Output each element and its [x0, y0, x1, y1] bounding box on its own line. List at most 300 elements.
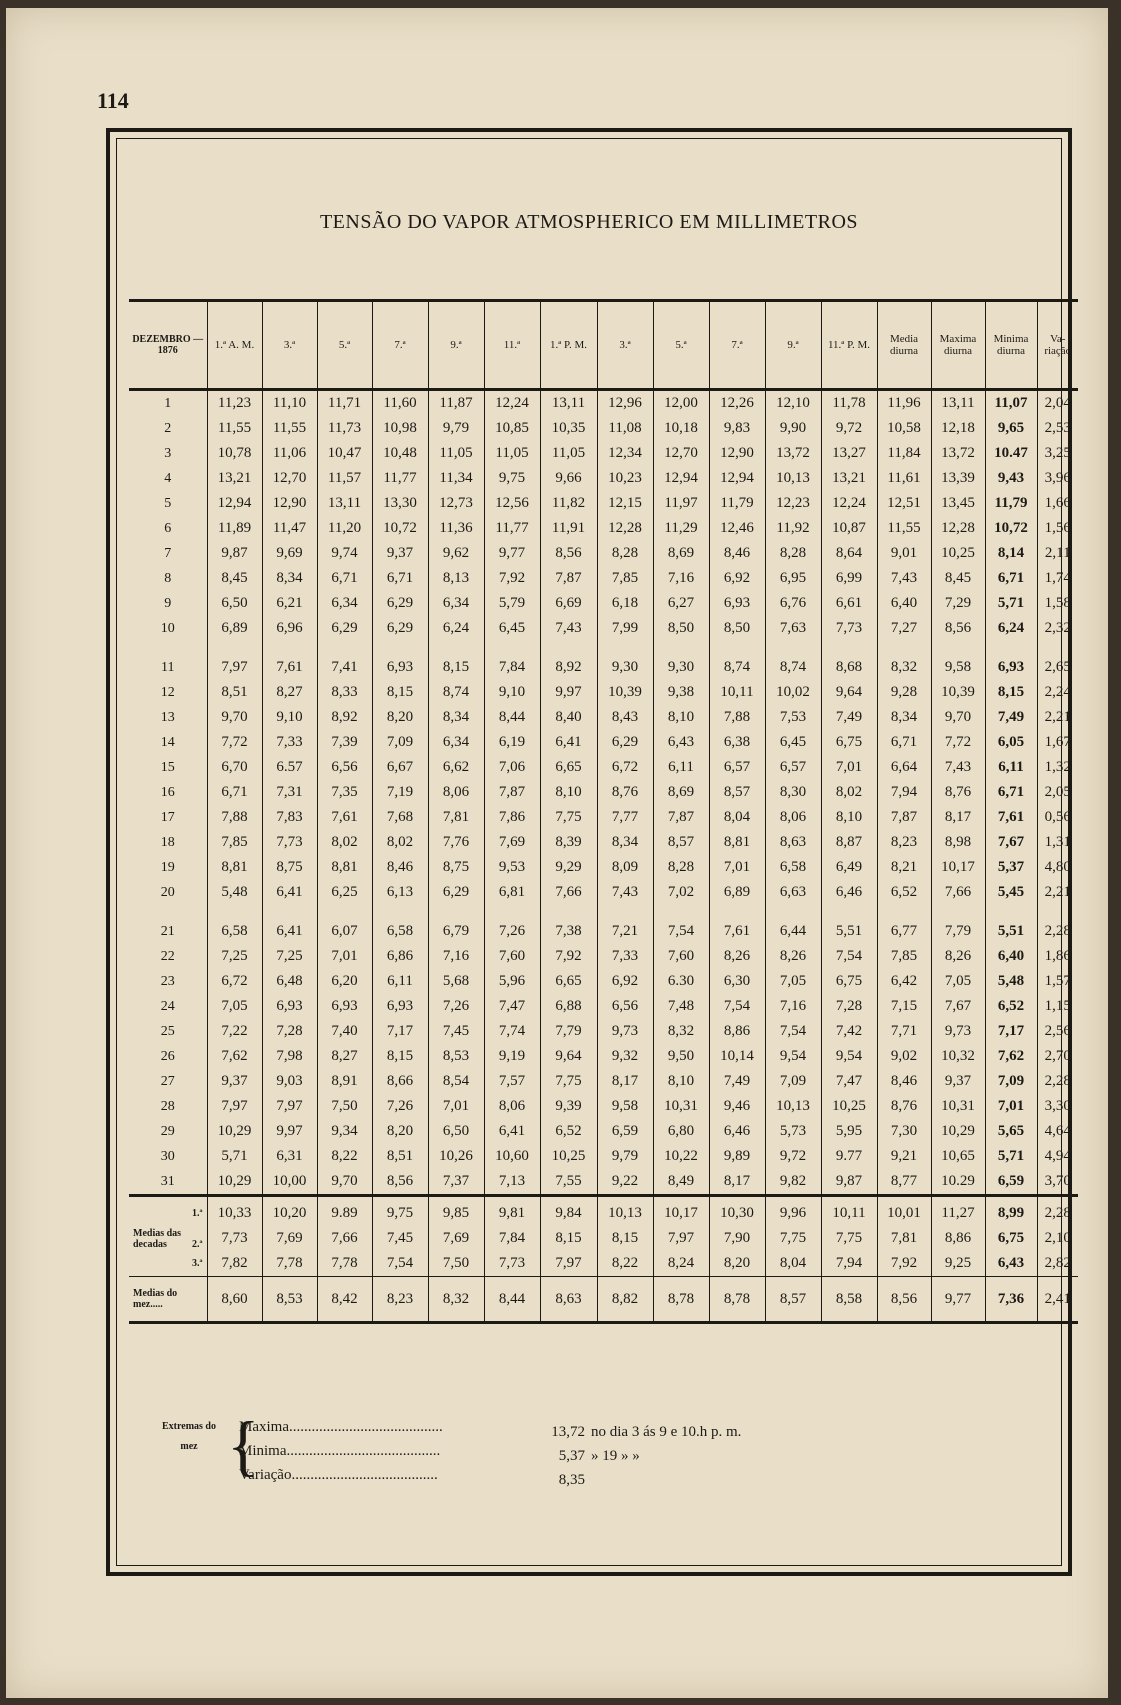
table-cell: 12,18 [931, 416, 985, 441]
table-cell: 7,05 [765, 969, 821, 994]
table-cell: 6,89 [709, 880, 765, 905]
table-cell: 10,25 [931, 541, 985, 566]
table-cell: 10,18 [653, 416, 709, 441]
table-cell: 7,75 [821, 1226, 877, 1251]
table-cell: 11,96 [877, 390, 931, 417]
table-cell: 12,94 [653, 466, 709, 491]
table-cell: 11,78 [821, 390, 877, 417]
table-cell: 3,30 [1037, 1094, 1078, 1119]
table-cell: 6,21 [262, 591, 317, 616]
table-row [129, 1119, 1078, 1144]
table-cell: 6,31 [262, 1144, 317, 1169]
table-cell: 7,33 [597, 944, 653, 969]
table-cell: 7,81 [877, 1226, 931, 1251]
table-cell: 6,52 [985, 994, 1037, 1019]
page [6, 8, 1108, 1698]
spacer-cell [317, 905, 372, 919]
table-cell: 8,82 [597, 1277, 653, 1323]
table-cell: 8,20 [372, 1119, 428, 1144]
vapor-table [129, 299, 1078, 1324]
table-cell: 7,81 [428, 805, 484, 830]
table-row [129, 755, 1078, 780]
table-cell: 7,97 [207, 1094, 262, 1119]
table-cell: 8,76 [877, 1094, 931, 1119]
table-cell: 7,45 [372, 1226, 428, 1251]
table-cell: 7,60 [484, 944, 540, 969]
table-cell: 9,38 [653, 680, 709, 705]
spacer-cell [653, 641, 709, 655]
extremas-name: Variação....................................... [239, 1467, 438, 1483]
spacer-cell [372, 905, 428, 919]
spacer-cell [821, 905, 877, 919]
table-cell: 7,54 [372, 1251, 428, 1277]
table-cell: 13,21 [207, 466, 262, 491]
table-cell: 6,56 [597, 994, 653, 1019]
table-cell: 8,57 [653, 830, 709, 855]
table-cell: 8,76 [597, 780, 653, 805]
day-cell: 29 [160, 1123, 175, 1139]
table-cell: 6,20 [317, 969, 372, 994]
table-cell: 5,79 [484, 591, 540, 616]
table-cell: 8,92 [317, 705, 372, 730]
table-cell: 10,01 [877, 1196, 931, 1227]
table-cell: 7,92 [484, 566, 540, 591]
extremas-value: 5,37 [558, 1448, 585, 1464]
table-cell: 7,72 [931, 730, 985, 755]
table-cell: 8,53 [428, 1044, 484, 1069]
day-cell: 6 [164, 520, 172, 536]
table-cell: 6,93 [709, 591, 765, 616]
table-cell: 7,73 [484, 1251, 540, 1277]
table-cell: 6,58 [372, 919, 428, 944]
table-cell: 8,46 [709, 541, 765, 566]
table-cell: 7,05 [207, 994, 262, 1019]
spacer-cell [317, 641, 372, 655]
table-cell: 8,56 [540, 541, 597, 566]
table-cell: 6,05 [985, 730, 1037, 755]
table-cell: 10,87 [821, 516, 877, 541]
table-cell: 6,64 [877, 755, 931, 780]
table-cell: 9,84 [540, 1196, 597, 1227]
spacer-cell [540, 905, 597, 919]
table-cell: 6,46 [821, 880, 877, 905]
table-cell: 7,17 [985, 1019, 1037, 1044]
table-cell: 7,75 [765, 1226, 821, 1251]
table-cell: 7,97 [207, 655, 262, 680]
day-cell: 17 [160, 809, 175, 825]
table-cell: 10,60 [484, 1144, 540, 1169]
table-cell: 7,77 [597, 805, 653, 830]
table-cell: 8,86 [931, 1226, 985, 1251]
extremas-desc: no dia 3 ás 9 e 10.h p. m. [591, 1424, 742, 1440]
table-cell: 13,39 [931, 466, 985, 491]
table-cell: 12,56 [484, 491, 540, 516]
table-cell: 8,91 [317, 1069, 372, 1094]
day-cell: 14 [160, 734, 175, 750]
day-cell: 13 [160, 709, 175, 725]
table-row [129, 730, 1078, 755]
table-cell: 7,09 [985, 1069, 1037, 1094]
table-cell: 9,10 [484, 680, 540, 705]
table-cell: 7,43 [931, 755, 985, 780]
table-cell: 6,40 [877, 591, 931, 616]
table-cell: 9,66 [540, 466, 597, 491]
table-cell: 6,48 [262, 969, 317, 994]
table-cell: 6,29 [317, 616, 372, 641]
table-cell: 9,73 [931, 1019, 985, 1044]
table-cell: 12,51 [877, 491, 931, 516]
table-cell: 9,22 [597, 1169, 653, 1196]
table-cell: 2,82 [1037, 1251, 1078, 1277]
table-cell: 7,01 [317, 944, 372, 969]
table-row [129, 705, 1078, 730]
table-cell: 6,30 [709, 969, 765, 994]
table-cell: 9,81 [484, 1196, 540, 1227]
table-cell: 7,67 [931, 994, 985, 1019]
table-cell: 9,75 [372, 1196, 428, 1227]
table-cell: 6,24 [985, 616, 1037, 641]
header-row [129, 301, 1078, 390]
table-cell: 9,69 [262, 541, 317, 566]
table-cell: 8,46 [877, 1069, 931, 1094]
table-cell: 10,39 [597, 680, 653, 705]
table-cell: 10,58 [877, 416, 931, 441]
table-cell: 8,39 [540, 830, 597, 855]
day-cell: 23 [160, 973, 175, 989]
table-cell: 9,37 [372, 541, 428, 566]
table-cell: 8,78 [653, 1277, 709, 1323]
table-cell: 7,17 [372, 1019, 428, 1044]
table-cell: 11,73 [317, 416, 372, 441]
table-cell: 7,01 [821, 755, 877, 780]
table-cell: 7,45 [428, 1019, 484, 1044]
table-cell: 8,34 [877, 705, 931, 730]
table-cell: 6,93 [372, 655, 428, 680]
table-cell: 8,15 [428, 655, 484, 680]
table-cell: 6,45 [765, 730, 821, 755]
table-cell: 12,70 [262, 466, 317, 491]
table-row [129, 616, 1078, 641]
table-cell: 8,22 [317, 1144, 372, 1169]
table-cell: 7,73 [207, 1226, 262, 1251]
table-cell: 3,96 [1037, 466, 1078, 491]
table-cell: 8,15 [372, 1044, 428, 1069]
table-cell: 7,47 [484, 994, 540, 1019]
table-cell: 11,91 [540, 516, 597, 541]
day-cell: 11 [161, 659, 175, 675]
table-cell: 8,66 [372, 1069, 428, 1094]
table-cell: 8,26 [765, 944, 821, 969]
table-cell: 11,77 [372, 466, 428, 491]
table-cell: 13,72 [765, 441, 821, 466]
table-cell: 9,87 [821, 1169, 877, 1196]
table-cell: 6,13 [372, 880, 428, 905]
table-cell: 7,49 [709, 1069, 765, 1094]
spacer-cell [207, 641, 262, 655]
table-cell: 7,54 [765, 1019, 821, 1044]
table-cell: 10,11 [821, 1196, 877, 1227]
table-cell: 11,36 [428, 516, 484, 541]
table-cell: 6,95 [765, 566, 821, 591]
table-cell: 8,44 [484, 705, 540, 730]
spacer-cell [1037, 905, 1078, 919]
table-cell: 9,72 [765, 1144, 821, 1169]
table-cell: 7,62 [207, 1044, 262, 1069]
table-cell: 10,98 [372, 416, 428, 441]
table-cell: 8,75 [262, 855, 317, 880]
day-cell: 21 [160, 923, 175, 939]
table-cell: 10,78 [207, 441, 262, 466]
table-cell: 6,72 [207, 969, 262, 994]
spacer-cell [597, 905, 653, 919]
column-header: 5.ª [317, 301, 372, 390]
table-cell: 1,86 [1037, 944, 1078, 969]
table-cell: 6.57 [262, 755, 317, 780]
table-cell: 6,38 [709, 730, 765, 755]
table-cell: 9,79 [428, 416, 484, 441]
spacer-cell [985, 641, 1037, 655]
table-cell: 6,59 [597, 1119, 653, 1144]
table-cell: 7,62 [985, 1044, 1037, 1069]
extremas-value: 13,72 [551, 1424, 585, 1440]
table-cell: 1,57 [1037, 969, 1078, 994]
spacer-cell [985, 905, 1037, 919]
table-cell: 9,77 [931, 1277, 985, 1323]
table-cell: 10,11 [709, 680, 765, 705]
table-cell: 7,86 [484, 805, 540, 830]
table-cell: 7,54 [821, 944, 877, 969]
table-cell: 7,61 [709, 919, 765, 944]
table-cell: 7,79 [931, 919, 985, 944]
table-cell: 7,16 [765, 994, 821, 1019]
table-cell: 7,94 [821, 1251, 877, 1277]
table-cell: 7,82 [207, 1251, 262, 1277]
table-cell: 1,66 [1037, 491, 1078, 516]
table-cell: 7,67 [985, 830, 1037, 855]
table-cell: 9,74 [317, 541, 372, 566]
table-cell: 6,75 [985, 1226, 1037, 1251]
table-cell: 2,28 [1037, 1069, 1078, 1094]
table-cell: 11,34 [428, 466, 484, 491]
table-cell: 6,46 [709, 1119, 765, 1144]
table-cell: 2,04 [1037, 390, 1078, 417]
table-cell: 8,57 [765, 1277, 821, 1323]
table-cell: 9,43 [985, 466, 1037, 491]
decadas-title: Medias das decadas [133, 1227, 182, 1250]
table-cell: 8,10 [540, 780, 597, 805]
table-cell: 7,69 [484, 830, 540, 855]
table-cell: 5,48 [985, 969, 1037, 994]
table-cell: 8,09 [597, 855, 653, 880]
table-cell: 12,90 [709, 441, 765, 466]
table-cell: 9,37 [207, 1069, 262, 1094]
table-cell: 4,94 [1037, 1144, 1078, 1169]
table-cell: 7,49 [821, 705, 877, 730]
table-cell: 10.29 [931, 1169, 985, 1196]
table-cell: 7,83 [262, 805, 317, 830]
table-cell: 7,25 [207, 944, 262, 969]
table-cell: 8,98 [931, 830, 985, 855]
table-cell: 3,25 [1037, 441, 1078, 466]
table-cell: 6,50 [428, 1119, 484, 1144]
table-cell: 7,01 [428, 1094, 484, 1119]
table-cell: 6,43 [653, 730, 709, 755]
table-cell: 7,13 [484, 1169, 540, 1196]
table-cell: 8,64 [821, 541, 877, 566]
table-cell: 7,22 [207, 1019, 262, 1044]
table-cell: 7,85 [877, 944, 931, 969]
extremas-name: Maxima......................................... [239, 1419, 443, 1435]
table-cell: 9,37 [931, 1069, 985, 1094]
table-cell: 11,05 [540, 441, 597, 466]
table-cell: 12,24 [821, 491, 877, 516]
table-cell: 7,06 [484, 755, 540, 780]
table-cell: 8,78 [709, 1277, 765, 1323]
table-cell: 8,42 [317, 1277, 372, 1323]
table-cell: 7,61 [985, 805, 1037, 830]
table-cell: 9,28 [877, 680, 931, 705]
day-cell: 4 [164, 470, 172, 486]
table-cell: 8,27 [317, 1044, 372, 1069]
spacer-cell [653, 905, 709, 919]
table-cell: 7,50 [428, 1251, 484, 1277]
spacer-cell [931, 641, 985, 655]
table-row [129, 919, 1078, 944]
spacer-cell [877, 905, 931, 919]
table-cell: 7,66 [317, 1226, 372, 1251]
table-cell: 1,31 [1037, 830, 1078, 855]
table-cell: 8,02 [372, 830, 428, 855]
table-cell: 7,49 [985, 705, 1037, 730]
table-cell: 8,56 [372, 1169, 428, 1196]
table-cell: 9,02 [877, 1044, 931, 1069]
table-cell: 8,76 [931, 780, 985, 805]
table-cell: 10,29 [207, 1119, 262, 1144]
table-cell: 2,21 [1037, 705, 1078, 730]
table-cell: 6,43 [985, 1251, 1037, 1277]
table-cell: 5,71 [207, 1144, 262, 1169]
table-cell: 8,63 [540, 1277, 597, 1323]
brace: { [227, 1407, 260, 1483]
table-cell: 8,77 [877, 1169, 931, 1196]
table-cell: 10,17 [653, 1196, 709, 1227]
table-cell: 7,94 [877, 780, 931, 805]
day-cell: 18 [160, 834, 175, 850]
spacer-cell [428, 905, 484, 919]
table-cell: 11,84 [877, 441, 931, 466]
table-row [129, 880, 1078, 905]
table-cell: 7,63 [765, 616, 821, 641]
table-cell: 8,69 [653, 780, 709, 805]
table-cell: 2,56 [1037, 1019, 1078, 1044]
table-cell: 7,92 [877, 1251, 931, 1277]
table-cell: 8,68 [821, 655, 877, 680]
table-cell: 9,54 [765, 1044, 821, 1069]
table-cell: 9,70 [931, 705, 985, 730]
table-cell: 1,15 [1037, 994, 1078, 1019]
table-cell: 8,22 [597, 1251, 653, 1277]
table-cell: 8,28 [653, 855, 709, 880]
table-cell: 10,22 [653, 1144, 709, 1169]
table-cell: 9,79 [597, 1144, 653, 1169]
mes-row [129, 1277, 1078, 1323]
table-cell: 7,02 [653, 880, 709, 905]
table-cell: 6,96 [262, 616, 317, 641]
table-cell: 6,88 [540, 994, 597, 1019]
table-cell: 7,68 [372, 805, 428, 830]
table-cell: 7,54 [709, 994, 765, 1019]
table-cell: 13,11 [317, 491, 372, 516]
table-cell: 6,75 [821, 730, 877, 755]
table-cell: 7,16 [653, 566, 709, 591]
table-cell: 6,81 [484, 880, 540, 905]
spacer-cell [484, 905, 540, 919]
page-title: TENSÃO DO VAPOR ATMOSPHERICO EM MILLIMETROS [319, 211, 859, 233]
table-cell: 13,11 [540, 390, 597, 417]
table-cell: 10,32 [931, 1044, 985, 1069]
table-cell: 7,73 [262, 830, 317, 855]
day-cell: 7 [164, 545, 172, 561]
spacer-cell [372, 641, 428, 655]
spacer-cell [931, 905, 985, 919]
table-cell: 9,64 [821, 680, 877, 705]
table-cell: 8,74 [765, 655, 821, 680]
table-cell: 10,13 [765, 1094, 821, 1119]
table-cell: 6,34 [428, 591, 484, 616]
column-header: 11.ª [484, 301, 540, 390]
table-cell: 5,51 [821, 919, 877, 944]
table-cell: 13,21 [821, 466, 877, 491]
table-cell: 9,73 [597, 1019, 653, 1044]
spacer-cell [207, 905, 262, 919]
table-cell: 7,19 [372, 780, 428, 805]
table-cell: 11,79 [709, 491, 765, 516]
table-cell: 9,32 [597, 1044, 653, 1069]
table-cell: 7,42 [821, 1019, 877, 1044]
decada-label [129, 1251, 207, 1277]
spacer-cell [765, 641, 821, 655]
table-cell: 11,06 [262, 441, 317, 466]
table-cell: 7,97 [262, 1094, 317, 1119]
table-cell: 9,50 [653, 1044, 709, 1069]
table-cell: 8,20 [372, 705, 428, 730]
table-cell: 11,20 [317, 516, 372, 541]
table-cell: 9,30 [653, 655, 709, 680]
spacer-cell [709, 641, 765, 655]
table-cell: 9,25 [931, 1251, 985, 1277]
table-cell: 6,34 [428, 730, 484, 755]
table-cell: 2,28 [1037, 1196, 1078, 1227]
table-cell: 11,79 [985, 491, 1037, 516]
table-cell: 7,61 [262, 655, 317, 680]
table-cell: 7,54 [653, 919, 709, 944]
table-cell: 5,73 [765, 1119, 821, 1144]
table-cell: 6,29 [372, 616, 428, 641]
table-cell: 9,21 [877, 1144, 931, 1169]
table-cell: 7,28 [262, 1019, 317, 1044]
table-row [129, 680, 1078, 705]
table-cell: 10,13 [765, 466, 821, 491]
table-cell: 0,56 [1037, 805, 1078, 830]
table-cell: 11,29 [653, 516, 709, 541]
table-cell: 6,71 [372, 566, 428, 591]
day-cell: 16 [160, 784, 175, 800]
column-header: 9.ª [428, 301, 484, 390]
table-cell: 9,90 [765, 416, 821, 441]
table-cell: 7,78 [317, 1251, 372, 1277]
table-cell: 9.77 [821, 1144, 877, 1169]
table-cell: 13,45 [931, 491, 985, 516]
